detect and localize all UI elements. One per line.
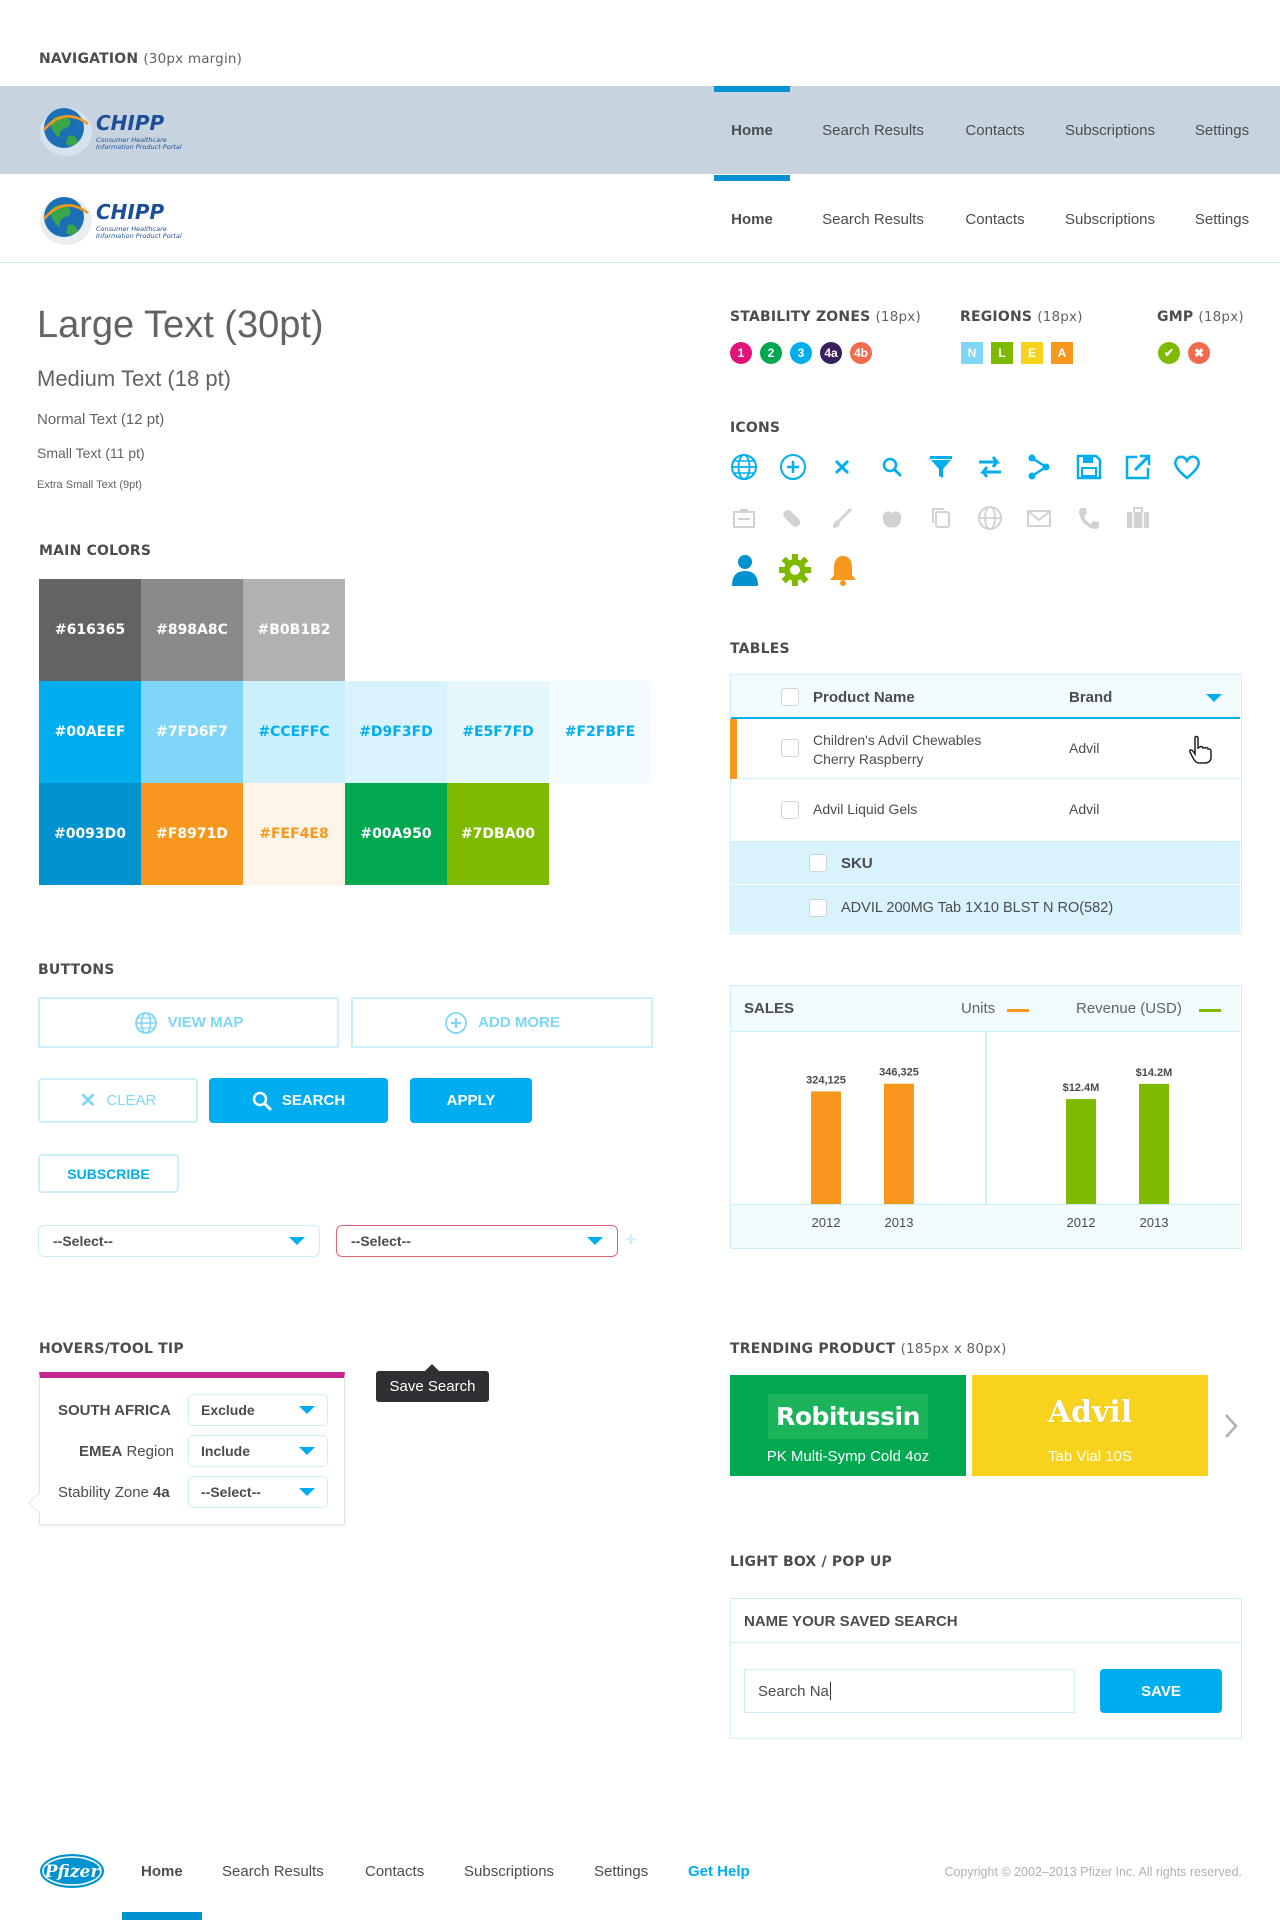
filter-row-emea xyxy=(58,1435,328,1467)
sort-dropdown-icon[interactable] xyxy=(1206,694,1222,702)
chipp-logo[interactable] xyxy=(38,189,208,249)
save-disk-icon[interactable] xyxy=(1074,452,1104,482)
trending-desc: Tab Vial 10S xyxy=(1048,1448,1132,1465)
nav-subscriptions[interactable]: Subscriptions xyxy=(1064,121,1156,139)
x-tick-label: 2013 xyxy=(1139,1215,1169,1230)
chevron-right-icon[interactable] xyxy=(1222,1412,1240,1440)
product-name-cell: Children's Advil Chewables Cherry Raspberry xyxy=(813,732,982,767)
pfizer-logo[interactable] xyxy=(39,1852,105,1890)
apply-label: APPLY xyxy=(446,1092,496,1109)
product-name-cell: Advil Liquid Gels xyxy=(813,801,918,817)
product-table xyxy=(730,674,1242,934)
color-swatch: #CCEFFC xyxy=(243,681,345,783)
stability-zone-badge: 3 xyxy=(790,342,812,364)
dropdown-arrow-icon xyxy=(289,1237,305,1245)
color-swatch: #7DBA00 xyxy=(447,783,549,885)
pill-icon[interactable] xyxy=(778,503,808,533)
tables-title: TABLES xyxy=(730,641,790,657)
footer-subscriptions[interactable]: Subscriptions xyxy=(464,1863,555,1880)
region-badges xyxy=(961,342,1073,364)
medium-text-sample: Medium Text (18 pt) xyxy=(37,366,232,391)
row-highlight-marker xyxy=(730,719,737,779)
dropdown-arrow-icon xyxy=(299,1406,315,1414)
globe-gray-icon[interactable] xyxy=(975,503,1005,533)
robitussin-logo: Robitussin xyxy=(768,1394,928,1439)
filter-row-label: Stability Zone 4a xyxy=(58,1483,170,1501)
stability-zone-badge: 4b xyxy=(850,342,872,364)
color-swatch: #F8971D xyxy=(141,783,243,885)
large-text-sample: Large Text (30pt) xyxy=(37,304,324,346)
trending-desc: PK Multi-Symp Cold 4oz xyxy=(766,1448,930,1465)
region-badge: A xyxy=(1051,342,1073,364)
zone-select[interactable]: --Select-- xyxy=(188,1476,328,1508)
trending-product-title: TRENDING PRODUCT (185px x 80px) xyxy=(730,1341,1007,1357)
bar-value-label: 324,125 xyxy=(806,1074,846,1087)
footer-home[interactable]: Home xyxy=(141,1863,183,1880)
brand-cell: Advil xyxy=(1069,740,1100,756)
nav-contacts[interactable]: Contacts xyxy=(965,210,1025,228)
copyright: Copyright © 2002–2013 Pfizer Inc. All rights reserved. xyxy=(944,1865,1242,1879)
normal-text-sample: Normal Text (12 pt) xyxy=(37,411,165,428)
svg-text:Consumer Healthcare: Consumer Healthcare xyxy=(96,136,167,144)
subscribe-button[interactable] xyxy=(38,1154,179,1193)
filter-icon[interactable] xyxy=(926,452,956,482)
nav-contacts[interactable]: Contacts xyxy=(965,121,1025,139)
chart-bar[interactable] xyxy=(811,1091,841,1204)
save-button[interactable]: SAVE xyxy=(1100,1669,1222,1713)
search-icon xyxy=(252,1091,272,1111)
external-link-icon[interactable] xyxy=(1123,452,1153,482)
briefcase-icon[interactable] xyxy=(1123,503,1153,533)
search-icon[interactable] xyxy=(877,452,907,482)
sku-cell: ADVIL 200MG Tab 1X10 BLST N RO(582) xyxy=(841,900,1114,916)
stability-zone-badge: 2 xyxy=(760,342,782,364)
nav-settings[interactable]: Settings xyxy=(1194,210,1250,228)
subscribe-label: SUBSCRIBE xyxy=(67,1165,150,1182)
plus-circle-icon xyxy=(444,1011,468,1035)
chart-bar[interactable] xyxy=(1066,1099,1096,1204)
stability-zone-badge: 1 xyxy=(730,342,752,364)
x-tick-label: 2013 xyxy=(884,1215,914,1230)
clear-button[interactable] xyxy=(38,1078,198,1123)
card-pointer xyxy=(28,1493,48,1513)
nav-search-results[interactable]: Search Results xyxy=(822,210,924,228)
bar-value-label: 346,325 xyxy=(879,1066,919,1079)
revenue-bar-chart xyxy=(987,1032,1240,1248)
chipp-logo[interactable] xyxy=(38,100,208,160)
globe-icon[interactable] xyxy=(729,452,759,482)
chart-bar[interactable] xyxy=(1139,1084,1169,1204)
sku-row[interactable] xyxy=(731,885,1240,932)
footer-search-results[interactable]: Search Results xyxy=(222,1863,324,1880)
select-value: --Select-- xyxy=(53,1233,113,1249)
exclude-select[interactable]: Exclude xyxy=(188,1394,328,1426)
svg-text:CHIPP: CHIPP xyxy=(96,111,165,135)
column-product-name[interactable]: Product Name xyxy=(813,689,915,706)
save-search-lightbox xyxy=(730,1598,1242,1739)
region-badge: L xyxy=(991,342,1013,364)
brush-icon[interactable] xyxy=(827,503,857,533)
color-swatch: #7FD6F7 xyxy=(141,681,243,783)
sku-header-checkbox[interactable] xyxy=(809,854,827,872)
svg-text:CHIPP: CHIPP xyxy=(96,200,165,224)
table-header xyxy=(731,675,1240,719)
clipboard-icon[interactable] xyxy=(729,503,759,533)
legend-revenue: Revenue (USD) xyxy=(1076,1000,1182,1017)
regions-title: REGIONS (18px) xyxy=(960,309,1083,325)
color-swatch: #00AEEF xyxy=(39,681,141,783)
filter-row-label: EMEA Region xyxy=(78,1442,174,1460)
table-row[interactable] xyxy=(731,779,1240,841)
bar-value-label: $14.2M xyxy=(1135,1066,1173,1079)
legend-revenue-swatch xyxy=(1199,1009,1221,1012)
xsmall-text-sample: Extra Small Text (9pt) xyxy=(37,479,142,491)
view-map-label: VIEW MAP xyxy=(167,1014,244,1031)
search-label: SEARCH xyxy=(281,1092,346,1109)
header-checkbox[interactable] xyxy=(781,688,799,706)
small-text-sample: Small Text (11 pt) xyxy=(37,445,145,461)
tooltip-pointer xyxy=(425,1364,439,1371)
add-more-label: ADD MORE xyxy=(478,1014,560,1031)
include-select[interactable]: Include xyxy=(188,1435,328,1467)
advil-logo: Advil xyxy=(1047,1395,1133,1430)
footer-active-indicator xyxy=(122,1912,202,1920)
swap-arrows-icon[interactable] xyxy=(975,452,1005,482)
close-icon: ✕ xyxy=(79,1090,97,1112)
envelope-icon[interactable] xyxy=(1024,503,1054,533)
row-checkbox[interactable] xyxy=(781,801,799,819)
units-bar-chart xyxy=(731,1032,985,1248)
nav-search-results[interactable]: Search Results xyxy=(822,121,924,139)
color-swatch: #0093D0 xyxy=(39,783,141,885)
brand-cell: Advil xyxy=(1069,801,1100,817)
gmp-title: GMP (18px) xyxy=(1157,309,1244,325)
svg-text:Information Product Portal: Information Product Portal xyxy=(96,143,182,151)
select-value: --Select-- xyxy=(351,1233,411,1249)
svg-text:Pfizer: Pfizer xyxy=(44,1862,100,1882)
search-button[interactable] xyxy=(209,1078,388,1123)
color-swatch: #F2FBFE xyxy=(549,681,651,783)
text-cursor xyxy=(830,1682,831,1700)
sku-header-row xyxy=(731,841,1240,885)
share-icon[interactable] xyxy=(1024,452,1054,482)
lightbox-title: LIGHT BOX / POP UP xyxy=(730,1554,893,1570)
select-dropdown[interactable] xyxy=(38,1225,320,1257)
nav-bar-hover xyxy=(0,86,1280,174)
x-tick-label: 2012 xyxy=(1066,1215,1096,1230)
row-checkbox[interactable] xyxy=(781,739,799,757)
chart-bar[interactable] xyxy=(884,1084,914,1204)
close-icon[interactable] xyxy=(827,452,857,482)
nav-bar-default xyxy=(0,175,1280,263)
nav-settings[interactable]: Settings xyxy=(1194,121,1250,139)
buttons-title: BUTTONS xyxy=(38,962,115,978)
add-more-button[interactable] xyxy=(351,997,653,1048)
stability-zones-title: STABILITY ZONES (18px) xyxy=(730,309,921,325)
region-badge: N xyxy=(961,342,983,364)
sales-title: SALES xyxy=(744,1000,795,1017)
filter-row-stability-zone xyxy=(58,1476,328,1508)
nav-subscriptions[interactable]: Subscriptions xyxy=(1064,210,1156,228)
legend-units-swatch xyxy=(1007,1009,1029,1012)
stability-zone-badge: 4a xyxy=(820,342,842,364)
save-search-tooltip: Save Search xyxy=(376,1371,489,1402)
nav-home[interactable]: Home xyxy=(714,86,790,174)
color-swatch: #616365 xyxy=(39,579,141,681)
filter-row-south-africa xyxy=(58,1394,328,1426)
user-icon[interactable] xyxy=(729,553,761,587)
navigation-section-title: NAVIGATION (30px margin) xyxy=(39,51,243,67)
stability-zone-badges xyxy=(730,342,872,364)
legend-units: Units xyxy=(961,1000,996,1017)
color-swatch: #B0B1B2 xyxy=(243,579,345,681)
view-map-button[interactable] xyxy=(38,997,339,1048)
lightbox-header xyxy=(731,1599,1240,1643)
gmp-badge: ✔ xyxy=(1158,342,1180,364)
gear-icon[interactable] xyxy=(778,553,812,587)
x-tick-label: 2012 xyxy=(811,1215,841,1230)
color-swatch: #E5F7FD xyxy=(447,681,549,783)
gmp-badges xyxy=(1158,342,1210,364)
clear-label: CLEAR xyxy=(106,1092,157,1109)
color-swatch: #D9F3FD xyxy=(345,681,447,783)
dropdown-arrow-icon xyxy=(299,1447,315,1455)
region-badge: E xyxy=(1021,342,1043,364)
sales-chart-card xyxy=(730,985,1242,1249)
sales-chart-header xyxy=(731,986,1240,1032)
apple-icon[interactable] xyxy=(877,503,907,533)
nav-home[interactable]: Home xyxy=(714,175,790,263)
svg-text:Consumer Healthcare: Consumer Healthcare xyxy=(96,225,167,233)
saved-search-name-input[interactable]: Search Na xyxy=(744,1669,1075,1713)
hovers-tooltip-title: HOVERS/TOOL TIP xyxy=(39,1341,184,1357)
color-swatch: #00A950 xyxy=(345,783,447,885)
add-circle-icon[interactable] xyxy=(778,452,808,482)
footer-contacts[interactable]: Contacts xyxy=(365,1863,425,1880)
sku-column-header: SKU xyxy=(841,855,873,872)
bell-icon[interactable] xyxy=(826,553,860,587)
color-swatch: #898A8C xyxy=(141,579,243,681)
table-row[interactable] xyxy=(731,719,1240,779)
color-swatch: #FEF4E8 xyxy=(243,783,345,885)
main-colors-title: MAIN COLORS xyxy=(39,543,152,559)
select-dropdown-error[interactable] xyxy=(336,1225,618,1257)
add-icon[interactable]: + xyxy=(625,1229,637,1251)
footer-get-help[interactable]: Get Help xyxy=(688,1863,750,1880)
dropdown-arrow-icon xyxy=(299,1488,315,1496)
apply-button[interactable] xyxy=(410,1078,532,1123)
globe-icon xyxy=(134,1011,158,1035)
dropdown-arrow-icon xyxy=(587,1237,603,1245)
column-brand[interactable]: Brand xyxy=(1069,689,1113,706)
lightbox-heading: NAME YOUR SAVED SEARCH xyxy=(744,1613,958,1630)
gmp-badge: ✖ xyxy=(1188,342,1210,364)
hand-cursor-icon xyxy=(1187,735,1213,765)
filter-hover-card xyxy=(39,1372,345,1525)
footer-settings[interactable]: Settings xyxy=(594,1863,649,1880)
trending-card-robitussin[interactable] xyxy=(730,1375,966,1476)
phone-icon[interactable] xyxy=(1074,503,1104,533)
heart-icon[interactable] xyxy=(1172,452,1202,482)
bar-value-label: $12.4M xyxy=(1062,1082,1100,1095)
filter-row-label: SOUTH AFRICA xyxy=(58,1401,171,1419)
icons-title: ICONS xyxy=(730,420,781,436)
sku-row-checkbox[interactable] xyxy=(809,899,827,917)
trending-card-advil[interactable] xyxy=(972,1375,1208,1476)
svg-text:Information Product Portal: Information Product Portal xyxy=(96,232,182,240)
copy-icon[interactable] xyxy=(926,503,956,533)
